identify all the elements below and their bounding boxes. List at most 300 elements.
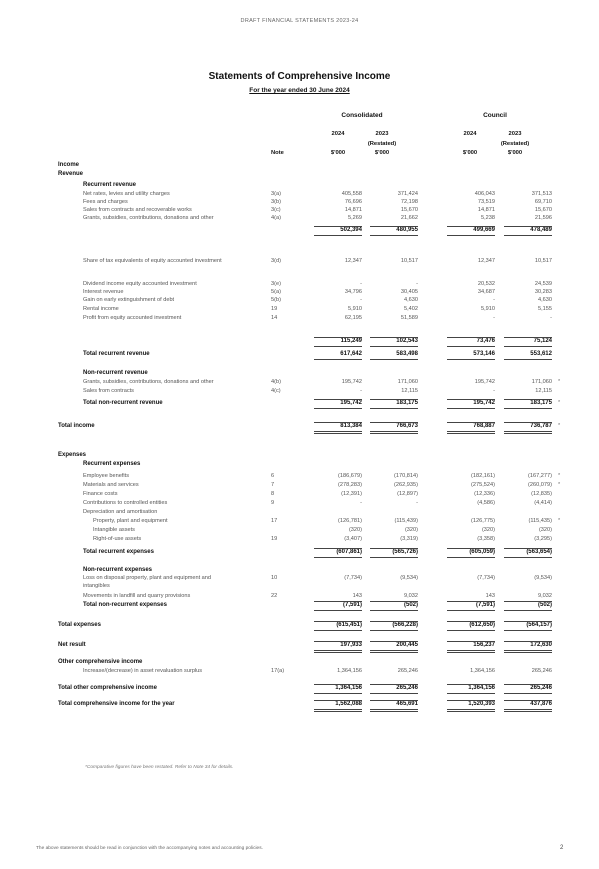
row-value: 371,424 xyxy=(397,191,418,197)
restated-marker: * xyxy=(558,518,561,524)
total-rule xyxy=(504,601,552,602)
row-label: Net result xyxy=(58,642,86,648)
row-label: Total non-recurrent expenses xyxy=(83,602,167,608)
row-label: Finance costs xyxy=(83,491,118,497)
total-rule xyxy=(314,610,362,611)
row-value: 62,195 xyxy=(344,315,362,321)
row-label: Recurrent revenue xyxy=(83,182,137,188)
row-label: intangibles xyxy=(83,583,110,589)
total-rule xyxy=(504,621,552,622)
total-rule xyxy=(504,235,552,236)
row-value: (320) xyxy=(481,527,495,533)
page-number: 2 xyxy=(560,845,564,851)
total-rule xyxy=(314,601,362,602)
row-label: Rental income xyxy=(83,306,119,312)
total-rule xyxy=(370,399,418,400)
row-value: 4,630 xyxy=(404,297,418,303)
row-label: Total other comprehensive income xyxy=(58,685,157,691)
row-value: 465,691 xyxy=(396,701,418,707)
row-value: (565,726) xyxy=(392,549,418,555)
row-value: (9,534) xyxy=(400,575,418,581)
row-value: 480,955 xyxy=(396,227,418,233)
total-rule xyxy=(370,422,418,423)
row-value: 183,175 xyxy=(530,400,552,406)
row-value: (563,654) xyxy=(526,549,552,555)
row-note: 3(b) xyxy=(271,199,281,205)
row-label: Contributions to controlled entities xyxy=(83,500,168,506)
row-value: (566,228) xyxy=(392,622,418,628)
row-note: 17(a) xyxy=(271,668,285,674)
row-value: 1,520,393 xyxy=(468,701,495,707)
total-rule xyxy=(314,652,362,653)
row-value: (320) xyxy=(404,527,418,533)
row-value: 768,887 xyxy=(473,423,495,429)
total-rule xyxy=(504,557,552,558)
row-value: 12,115 xyxy=(401,388,418,394)
total-rule xyxy=(314,650,362,651)
total-rule xyxy=(370,621,418,622)
total-rule xyxy=(370,700,418,701)
row-value: 34,796 xyxy=(344,289,362,295)
total-rule xyxy=(370,693,418,694)
row-value: - xyxy=(360,500,362,506)
restated-marker: * xyxy=(558,482,561,488)
total-rule xyxy=(504,226,552,227)
row-value: (7,734) xyxy=(344,575,362,581)
total-rule xyxy=(447,700,495,701)
row-label: Increase/(decrease) in asset revaluation surplus xyxy=(83,668,203,674)
total-rule xyxy=(447,621,495,622)
total-rule xyxy=(314,346,362,347)
row-note: 3(a) xyxy=(271,191,281,197)
total-rule xyxy=(314,399,362,400)
row-value: - xyxy=(416,500,418,506)
row-value: (126,781) xyxy=(338,518,362,524)
row-value: (260,079) xyxy=(528,482,552,488)
row-label: Sales from contracts and recoverable works xyxy=(83,207,192,213)
total-rule xyxy=(447,601,495,602)
subtitle-text: For the year ended 30 June 2024 xyxy=(249,87,350,94)
total-rule xyxy=(370,641,418,642)
row-value: (4,586) xyxy=(477,500,495,506)
total-rule xyxy=(314,700,362,701)
col-unit-4: $'000 xyxy=(507,150,523,156)
row-note: 10 xyxy=(271,575,278,581)
row-value: (7,591) xyxy=(342,602,362,608)
row-value: 195,742 xyxy=(474,379,495,385)
row-value: 12,347 xyxy=(344,258,362,264)
row-value: (320) xyxy=(538,527,552,533)
row-value: 9,032 xyxy=(404,593,418,599)
row-value: 195,742 xyxy=(340,400,362,406)
row-value: 30,405 xyxy=(400,289,418,295)
row-value: (12,835) xyxy=(531,491,552,497)
col-restated-2: (Restated) xyxy=(367,141,397,147)
row-label: Income xyxy=(58,162,80,168)
row-note: 3(c) xyxy=(271,207,281,213)
row-value: 1,364,156 xyxy=(337,668,362,674)
total-rule xyxy=(314,408,362,409)
total-rule xyxy=(314,226,362,227)
total-rule xyxy=(447,431,495,432)
row-value: 265,246 xyxy=(531,668,552,674)
row-label: Other comprehensive income xyxy=(58,659,143,665)
total-rule xyxy=(504,652,552,653)
row-value: 15,670 xyxy=(534,207,552,213)
row-value: (605,059) xyxy=(469,549,495,555)
row-value: 72,198 xyxy=(400,199,418,205)
total-rule xyxy=(504,650,552,651)
row-label: Total comprehensive income for the year xyxy=(58,701,175,707)
total-rule xyxy=(370,711,418,712)
row-value: 371,513 xyxy=(531,191,552,197)
row-value: (275,524) xyxy=(471,482,495,488)
row-value: 10,517 xyxy=(534,258,552,264)
row-value: - xyxy=(493,297,495,303)
col-restated-4: (Restated) xyxy=(500,141,530,147)
row-value: (502) xyxy=(537,602,552,608)
row-value: 14,871 xyxy=(344,207,362,213)
total-rule xyxy=(314,641,362,642)
row-label: Total recurrent revenue xyxy=(83,351,150,357)
total-rule xyxy=(370,557,418,558)
row-value: 502,394 xyxy=(340,227,362,233)
row-value: 195,742 xyxy=(473,400,495,406)
total-rule xyxy=(504,399,552,400)
row-label: Grants, subsidies, contributions, donations and other xyxy=(83,215,214,221)
row-value: 30,283 xyxy=(534,289,552,295)
row-value: 200,445 xyxy=(396,642,418,648)
row-value: 1,364,156 xyxy=(470,668,495,674)
row-label: Employee benefits xyxy=(83,473,130,479)
row-note: 22 xyxy=(271,593,278,599)
row-label: Fees and charges xyxy=(83,199,128,205)
row-value: 34,687 xyxy=(477,289,495,295)
total-rule xyxy=(504,693,552,694)
total-rule xyxy=(370,235,418,236)
col-unit-3: $'000 xyxy=(462,150,478,156)
total-rule xyxy=(370,684,418,685)
total-rule xyxy=(447,709,495,710)
row-value: - xyxy=(360,281,362,287)
total-rule xyxy=(504,337,552,338)
total-rule xyxy=(447,711,495,712)
row-value: 499,669 xyxy=(473,227,495,233)
total-rule xyxy=(370,630,418,631)
row-value: (12,897) xyxy=(397,491,418,497)
total-rule xyxy=(504,422,552,423)
row-note: 3(e) xyxy=(271,281,281,287)
total-rule xyxy=(314,621,362,622)
row-value: - xyxy=(493,315,495,321)
total-rule xyxy=(314,235,362,236)
row-value: 478,489 xyxy=(530,227,552,233)
total-rule xyxy=(447,422,495,423)
row-value: (167,277) xyxy=(528,473,552,479)
row-label: Interest revenue xyxy=(83,289,124,295)
row-value: 73,476 xyxy=(476,338,495,344)
row-value: 813,384 xyxy=(340,423,362,429)
row-value: 5,155 xyxy=(538,306,552,312)
col-unit-2: $'000 xyxy=(374,150,390,156)
total-rule xyxy=(370,652,418,653)
footnote: *Comparative figures have been restated. Refer to Note 34 for details. xyxy=(85,765,234,770)
row-value: 265,246 xyxy=(397,668,418,674)
row-label: Total non-recurrent revenue xyxy=(83,400,163,406)
row-value: 5,238 xyxy=(481,215,495,221)
row-value: 406,043 xyxy=(474,191,495,197)
row-value: 51,589 xyxy=(400,315,418,321)
row-label: Share of tax equivalents of equity accounted investment xyxy=(83,258,222,264)
total-rule xyxy=(447,684,495,685)
row-value: 171,060 xyxy=(531,379,552,385)
row-value: 553,612 xyxy=(530,351,552,357)
row-value: 10,517 xyxy=(400,258,418,264)
row-value: 76,696 xyxy=(344,199,362,205)
page-title: Statements of Comprehensive Income xyxy=(208,71,391,82)
row-value: (3,319) xyxy=(400,536,418,542)
row-value: 1,562,088 xyxy=(335,701,362,707)
row-value: - xyxy=(416,281,418,287)
row-value: 265,246 xyxy=(530,685,552,691)
col-year-4: 2023 xyxy=(508,131,522,137)
restated-marker: * xyxy=(558,400,561,406)
row-value: (564,157) xyxy=(526,622,552,628)
total-rule xyxy=(504,700,552,701)
row-value: (12,336) xyxy=(474,491,495,497)
total-rule xyxy=(447,337,495,338)
total-rule xyxy=(447,641,495,642)
row-note: 4(a) xyxy=(271,215,281,221)
total-rule xyxy=(314,337,362,338)
total-rule xyxy=(504,630,552,631)
row-note: 3(d) xyxy=(271,258,281,264)
row-note: 4(b) xyxy=(271,379,281,385)
col-year-2: 2023 xyxy=(375,131,389,137)
row-label: Intangible assets xyxy=(93,527,135,533)
row-label: Total income xyxy=(58,423,95,429)
row-label: Profit from equity accounted investment xyxy=(83,315,182,321)
row-value: (615,451) xyxy=(336,622,362,628)
total-rule xyxy=(504,359,552,360)
total-rule xyxy=(447,548,495,549)
row-label: Depreciation and amortisation xyxy=(83,509,158,515)
row-label: Recurrent expenses xyxy=(83,461,141,467)
total-rule xyxy=(504,709,552,710)
row-value: 12,115 xyxy=(535,388,552,394)
row-label: Expenses xyxy=(58,452,87,458)
row-note: 5(b) xyxy=(271,297,281,303)
row-value: (612,650) xyxy=(469,622,495,628)
total-rule xyxy=(370,359,418,360)
total-rule xyxy=(447,557,495,558)
total-rule xyxy=(314,433,362,434)
row-value: 5,269 xyxy=(348,215,362,221)
row-value: 75,124 xyxy=(533,338,552,344)
total-rule xyxy=(504,346,552,347)
row-value: 9,032 xyxy=(538,593,552,599)
total-rule xyxy=(370,433,418,434)
col-year-3: 2024 xyxy=(463,131,477,137)
row-value: (278,283) xyxy=(338,482,362,488)
row-value: (320) xyxy=(348,527,362,533)
row-value: 437,876 xyxy=(530,701,552,707)
row-label: Gain on early extinguishment of debt xyxy=(83,297,175,303)
row-value: 143 xyxy=(352,593,362,599)
row-value: (9,534) xyxy=(534,575,552,581)
page-subtitle xyxy=(0,87,599,94)
row-label: Dividend income equity accounted investment xyxy=(83,281,197,287)
row-label: Non-recurrent expenses xyxy=(83,567,153,573)
row-note: 19 xyxy=(271,536,278,542)
row-value: 405,558 xyxy=(341,191,362,197)
row-value: (115,439) xyxy=(394,518,418,524)
total-rule xyxy=(504,684,552,685)
row-value: 21,596 xyxy=(534,215,552,221)
row-note: 17 xyxy=(271,518,278,524)
row-value: 1,364,156 xyxy=(335,685,362,691)
row-label: Grants, subsidies, contributions, donations and other xyxy=(83,379,214,385)
group-consolidated: Consolidated xyxy=(341,112,383,119)
row-label: Loss on disposal property, plant and equipment and xyxy=(83,575,212,581)
total-rule xyxy=(504,431,552,432)
total-rule xyxy=(370,337,418,338)
total-rule xyxy=(314,709,362,710)
row-value: 143 xyxy=(485,593,495,599)
total-rule xyxy=(314,431,362,432)
total-rule xyxy=(314,359,362,360)
total-rule xyxy=(447,433,495,434)
restated-marker: * xyxy=(558,423,561,429)
row-value: (182,161) xyxy=(471,473,495,479)
row-value: 102,543 xyxy=(396,338,418,344)
restated-marker: * xyxy=(558,473,561,479)
total-rule xyxy=(370,408,418,409)
row-value: (126,775) xyxy=(471,518,495,524)
row-value: (7,734) xyxy=(477,575,495,581)
total-rule xyxy=(447,408,495,409)
row-value: 4,630 xyxy=(538,297,552,303)
row-value: (7,591) xyxy=(475,602,495,608)
row-note: 6 xyxy=(271,473,275,479)
row-value: 20,532 xyxy=(477,281,495,287)
total-rule xyxy=(314,684,362,685)
row-label: Property, plant and equipment xyxy=(93,518,168,524)
total-rule xyxy=(504,610,552,611)
row-value: 15,670 xyxy=(400,207,418,213)
row-label: Non-recurrent revenue xyxy=(83,370,148,376)
row-note: 19 xyxy=(271,306,278,312)
row-value: (12,391) xyxy=(341,491,362,497)
total-rule xyxy=(314,630,362,631)
row-value: 583,498 xyxy=(396,351,418,357)
total-rule xyxy=(370,650,418,651)
total-rule xyxy=(504,548,552,549)
total-rule xyxy=(314,548,362,549)
row-note: 8 xyxy=(271,491,275,497)
total-rule xyxy=(314,693,362,694)
row-value: (262,935) xyxy=(394,482,418,488)
total-rule xyxy=(370,601,418,602)
row-label: Materials and services xyxy=(83,482,139,488)
row-value: 573,146 xyxy=(473,351,495,357)
row-value: 115,249 xyxy=(340,338,362,344)
row-value: 69,710 xyxy=(534,199,552,205)
row-label: Sales from contracts xyxy=(83,388,134,394)
row-note: 4(c) xyxy=(271,388,281,394)
total-rule xyxy=(370,346,418,347)
total-rule xyxy=(370,709,418,710)
row-value: 21,662 xyxy=(400,215,418,221)
row-value: 12,347 xyxy=(477,258,495,264)
row-value: 1,364,156 xyxy=(468,685,495,691)
total-rule xyxy=(447,652,495,653)
total-rule xyxy=(504,641,552,642)
row-value: 5,402 xyxy=(404,306,418,312)
total-rule xyxy=(447,399,495,400)
row-value: - xyxy=(360,297,362,303)
row-value: 156,237 xyxy=(473,642,495,648)
total-rule xyxy=(447,226,495,227)
row-value: 265,246 xyxy=(396,685,418,691)
row-label: Net rates, levies and utility charges xyxy=(83,191,170,197)
row-value: (3,407) xyxy=(344,536,362,542)
total-rule xyxy=(370,431,418,432)
row-label: Movements in landfill and quarry provisions xyxy=(83,593,191,599)
row-value: 766,673 xyxy=(396,423,418,429)
bottom-note: The above statements should be read in conjunction with the accompanying notes and accounting policies. xyxy=(36,846,263,851)
row-note: 7 xyxy=(271,482,275,488)
row-value: 171,060 xyxy=(397,379,418,385)
col-note: Note xyxy=(271,150,284,156)
total-rule xyxy=(314,557,362,558)
row-value: 5,910 xyxy=(348,306,362,312)
total-rule xyxy=(447,235,495,236)
row-value: 73,519 xyxy=(477,199,495,205)
total-rule xyxy=(504,711,552,712)
row-value: - xyxy=(360,388,362,394)
row-label: Total recurrent expenses xyxy=(83,549,154,555)
row-note: 9 xyxy=(271,500,275,506)
row-value: (186,679) xyxy=(338,473,362,479)
row-note: 5(a) xyxy=(271,289,281,295)
row-value: 14,871 xyxy=(477,207,495,213)
row-value: 183,175 xyxy=(396,400,418,406)
restated-marker: * xyxy=(558,379,561,385)
total-rule xyxy=(447,359,495,360)
total-rule xyxy=(504,433,552,434)
group-council: Council xyxy=(483,112,507,119)
total-rule xyxy=(314,711,362,712)
total-rule xyxy=(447,346,495,347)
row-value: 197,933 xyxy=(340,642,362,648)
total-rule xyxy=(370,226,418,227)
row-value: (115,435) xyxy=(528,518,552,524)
total-rule xyxy=(447,610,495,611)
row-value: 195,742 xyxy=(341,379,362,385)
row-value: 5,910 xyxy=(481,306,495,312)
row-value: 24,539 xyxy=(534,281,552,287)
row-value: - xyxy=(493,388,495,394)
row-label: Revenue xyxy=(58,171,84,177)
row-value: (3,295) xyxy=(534,536,552,542)
total-rule xyxy=(447,693,495,694)
row-value: (502) xyxy=(403,602,418,608)
total-rule xyxy=(504,408,552,409)
row-value: 172,630 xyxy=(530,642,552,648)
row-value: 617,642 xyxy=(340,351,362,357)
total-rule xyxy=(447,650,495,651)
